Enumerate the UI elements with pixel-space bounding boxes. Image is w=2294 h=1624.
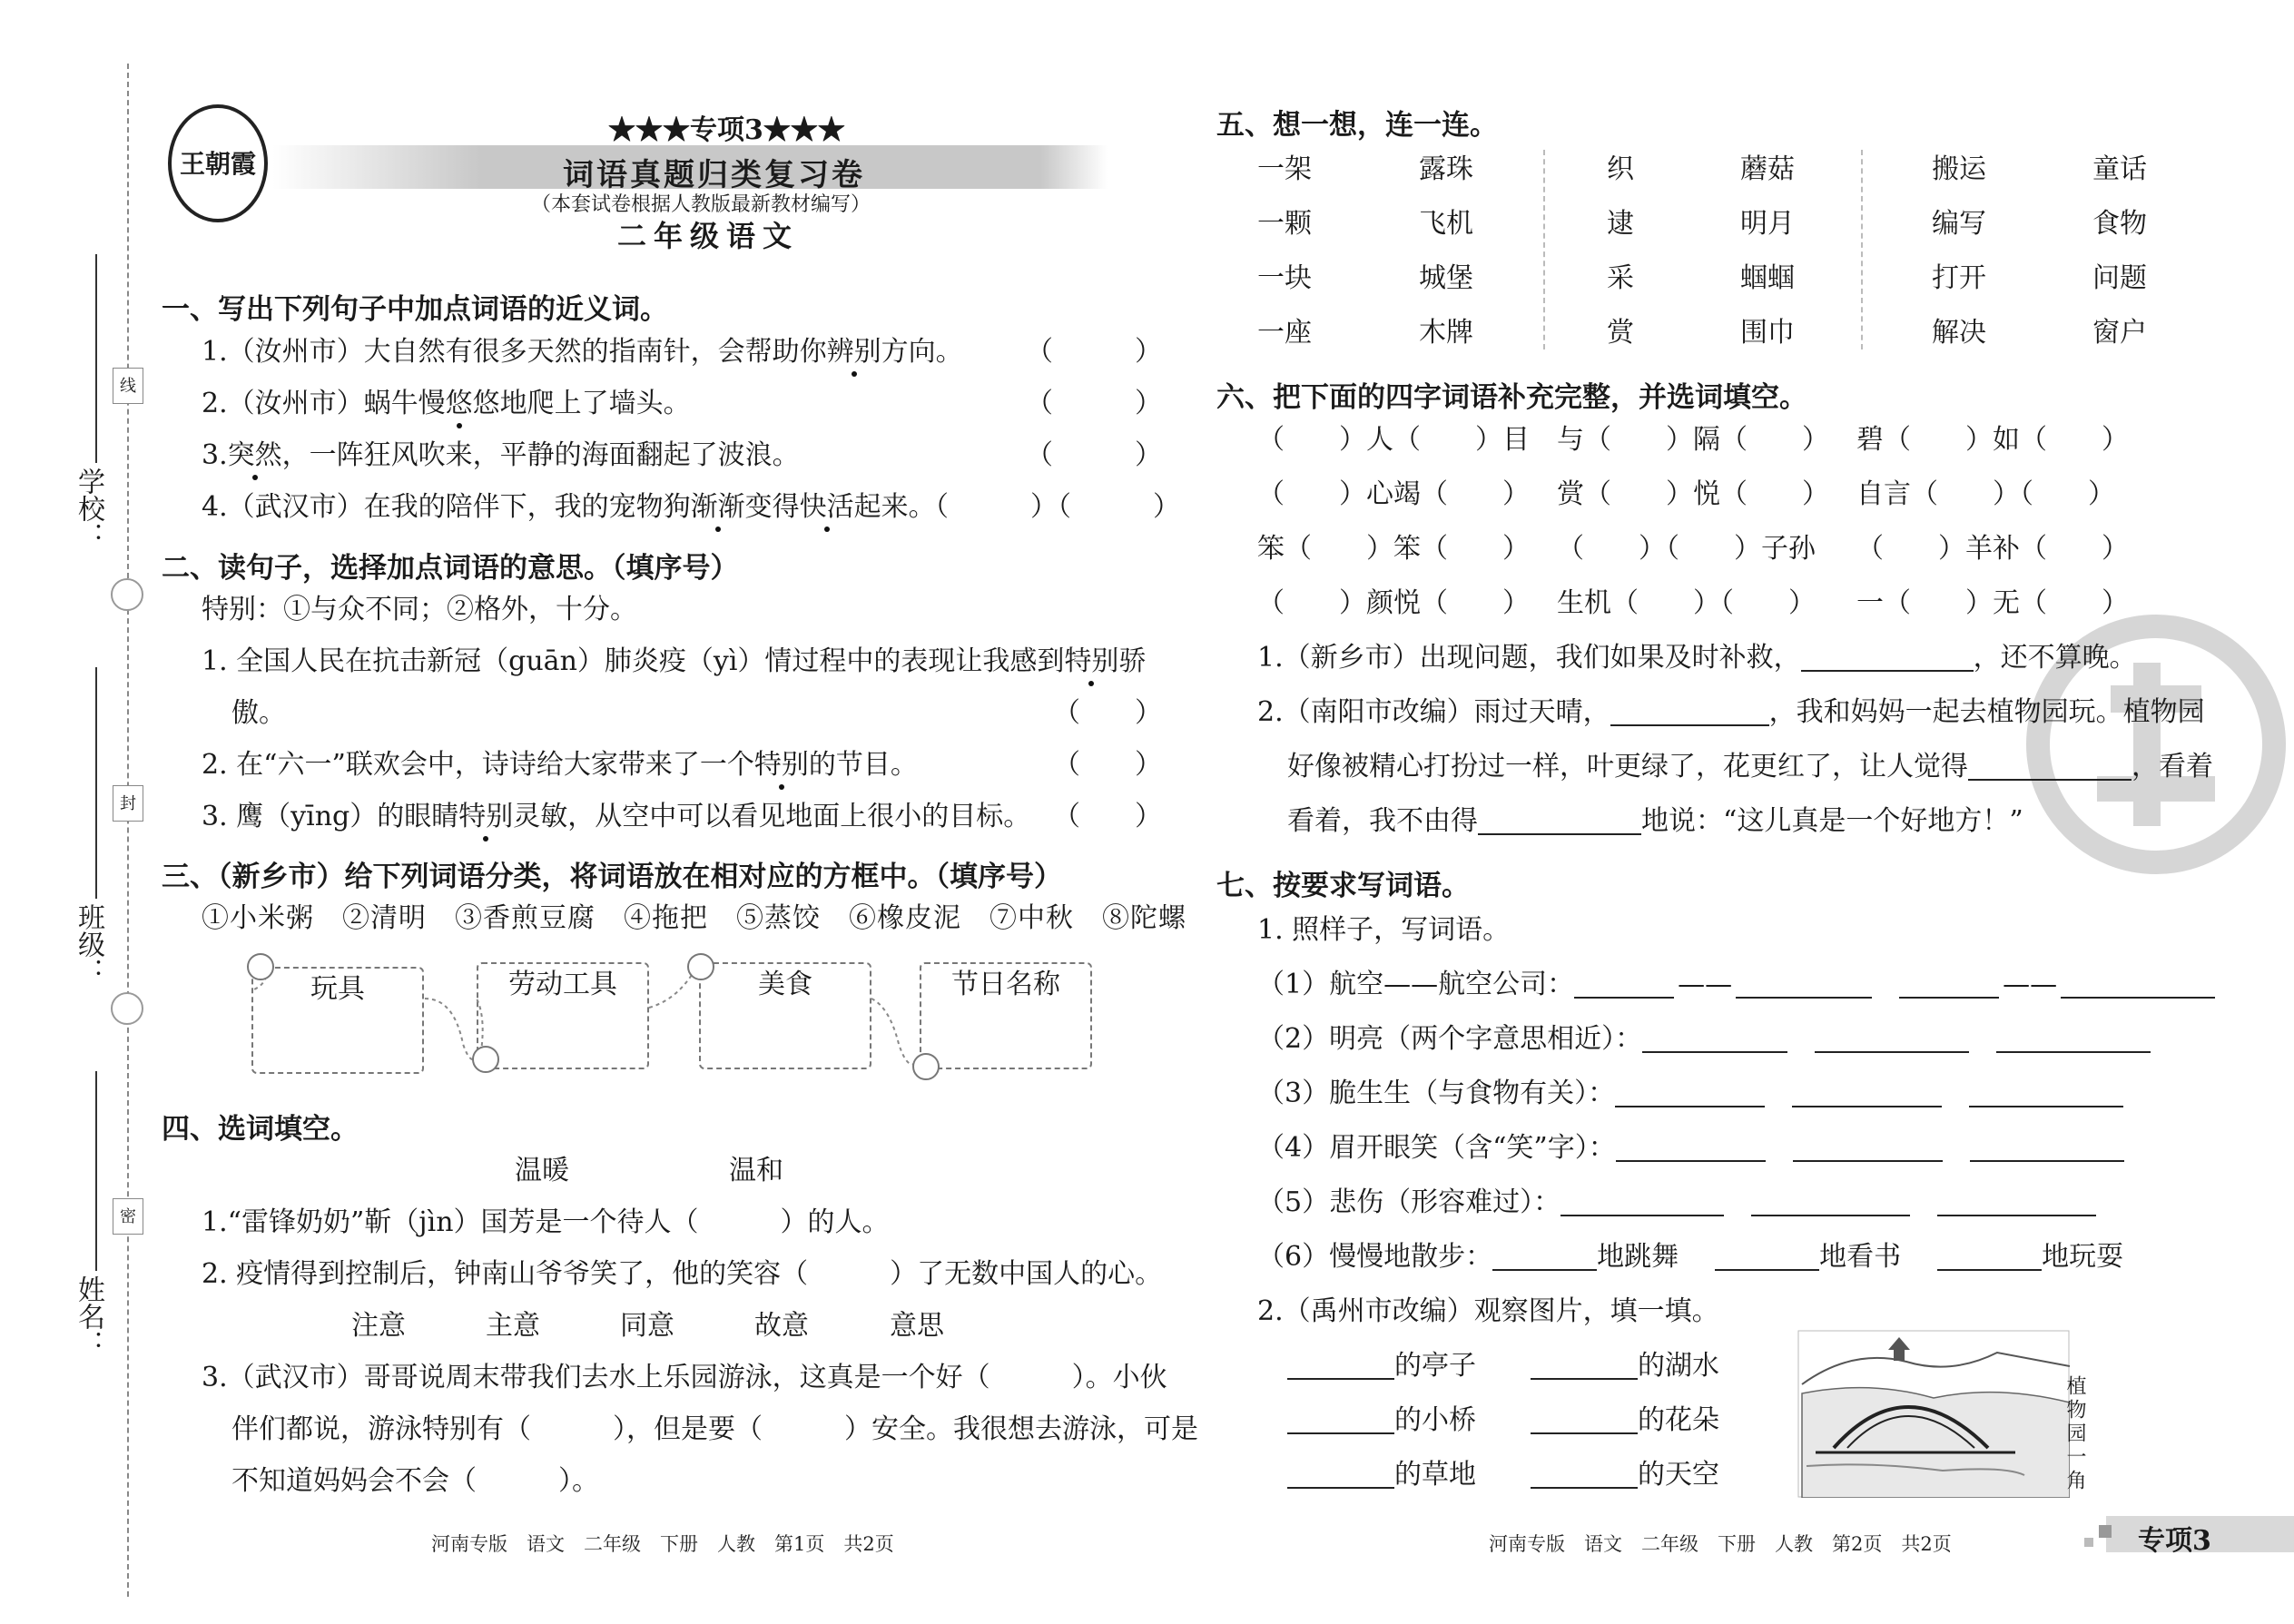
s1-question-2: 2.（汝州市）蜗牛慢悠悠地爬上了墙头。: [202, 388, 691, 419]
match-item[interactable]: 采: [1607, 262, 1634, 294]
fill-blank[interactable]: [1937, 1191, 2096, 1216]
word-choice: 注意: [351, 1310, 406, 1342]
idiom-blank[interactable]: 赏（ ）悦（ ）: [1557, 478, 1829, 510]
school-field[interactable]: [95, 254, 97, 463]
fill-blank[interactable]: [1801, 646, 1974, 672]
word-choice: 同意: [620, 1310, 674, 1342]
s3-options: ①小米粥 ②清明 ③香煎豆腐 ④拖把 ⑤蒸饺 ⑥橡皮泥 ⑦中秋 ⑧陀螺: [202, 902, 1186, 934]
describe-row: 的小桥 的花朵: [1287, 1407, 1719, 1434]
picture-caption: 植物园一角: [2063, 1375, 2086, 1493]
fill-blank[interactable]: [1615, 1082, 1765, 1107]
binding-hole-icon: [111, 992, 143, 1025]
fill-blank[interactable]: [1574, 973, 1674, 999]
bead-icon: [247, 953, 274, 980]
fill-blank[interactable]: [1815, 1028, 1969, 1053]
match-item[interactable]: 蝈蝈: [1740, 262, 1795, 294]
fill-blank[interactable]: [1531, 1463, 1638, 1489]
fill-blank[interactable]: [1792, 1082, 1942, 1107]
name-field[interactable]: [95, 1071, 97, 1271]
fill-blank[interactable]: [1287, 1354, 1394, 1380]
fill-blank[interactable]: [2061, 973, 2215, 999]
cut-mark-line: 线: [113, 368, 143, 404]
s6-question-1: 1.（新乡市）出现问题，我们如果及时补救， ，还不算晚。: [1257, 642, 2137, 674]
s2-question-1: 1. 全国人民在抗击新冠（guān）肺炎疫（yì）情过程中的表现让我感到特别骄: [202, 645, 1147, 677]
fill-blank[interactable]: [1610, 701, 1769, 726]
section3-heading: 三、（新乡市）给下列词语分类，将词语放在相对应的方框中。（填序号）: [162, 861, 1062, 893]
word-choice: 主意: [486, 1310, 540, 1342]
idiom-blank[interactable]: （ ）人（ ）目: [1257, 424, 1530, 456]
describe-row: 的亭子 的湖水: [1287, 1353, 1719, 1380]
s7-sub-1: 1. 照样子，写词语。: [1257, 914, 1511, 946]
answer-blank[interactable]: （ ）（ ）: [921, 491, 1180, 523]
s2-question-3: 3. 鹰（yīng）的眼睛特别灵敏，从空中可以看见地面上很小的目标。: [202, 801, 1031, 832]
idiom-blank[interactable]: 自言（ ）（ ）: [1856, 478, 2115, 510]
idiom-blank[interactable]: 一（ ）无（ ）: [1856, 587, 2129, 619]
match-item[interactable]: 搬运: [1932, 153, 1986, 185]
fill-blank[interactable]: [1751, 1191, 1910, 1216]
fill-blank[interactable]: [1642, 1028, 1787, 1053]
section2-heading: 二、读句子，选择加点词语的意思。（填序号）: [162, 552, 739, 585]
match-item[interactable]: 一颗: [1257, 208, 1312, 240]
fill-blank[interactable]: [1287, 1409, 1394, 1434]
grade-title: 二年级语文: [617, 219, 800, 253]
name-label: 姓名：: [73, 1275, 104, 1357]
s4-line-3: 3.（武汉市）哥哥说周末带我们去水上乐园游泳，这真是一个好（ ）。小伙: [202, 1362, 1167, 1393]
match-item[interactable]: 明月: [1740, 208, 1795, 240]
category-box-toys[interactable]: 玩具: [251, 967, 424, 1074]
idiom-blank[interactable]: 笨（ ）笨（ ）: [1257, 533, 1530, 565]
section-tab-label: 专项3: [2138, 1525, 2211, 1557]
match-item[interactable]: 城堡: [1419, 262, 1473, 294]
match-item[interactable]: 一座: [1257, 317, 1312, 349]
cut-line: [127, 64, 129, 1597]
match-item[interactable]: 一架: [1257, 153, 1312, 185]
fill-blank[interactable]: [1478, 810, 1641, 835]
match-item[interactable]: 问题: [2092, 262, 2147, 294]
word-choice: 意思: [890, 1310, 944, 1342]
category-box-food[interactable]: 美食: [699, 962, 871, 1069]
s2-definition: 特别：①与众不同；②格外，十分。: [202, 594, 637, 625]
column-divider: [1861, 150, 1863, 349]
cut-mark-seal: 封: [113, 785, 143, 822]
section6-heading: 六、把下面的四字词语补充完整，并选词填空。: [1216, 381, 1807, 414]
fill-blank[interactable]: [1616, 1137, 1766, 1162]
idiom-blank[interactable]: （ ）羊补（ ）: [1856, 533, 2129, 565]
fill-blank[interactable]: [1492, 1245, 1597, 1271]
match-item[interactable]: 一块: [1257, 262, 1312, 294]
bead-icon: [912, 1053, 940, 1080]
s6-question-2-line3: 看着，我不由得 地说：“这儿真是一个好地方！”: [1287, 805, 2023, 837]
match-item[interactable]: 蘑菇: [1740, 153, 1795, 185]
idiom-blank[interactable]: 与（ ）隔（ ）: [1557, 424, 1829, 456]
section1-heading: 一、写出下列句子中加点词语的近义词。: [162, 293, 668, 326]
match-item[interactable]: 解决: [1932, 317, 1986, 349]
idiom-blank[interactable]: 碧（ ）如（ ）: [1856, 424, 2129, 456]
answer-blank[interactable]: （ ）: [1026, 336, 1162, 368]
section5-heading: 五、想一想，连一连。: [1216, 109, 1498, 142]
s4-line-1: 1.“雷锋奶奶”靳（jìn）国芳是一个待人（ ）的人。: [202, 1206, 890, 1238]
class-field[interactable]: [95, 667, 97, 899]
fill-blank[interactable]: [1996, 1028, 2151, 1053]
answer-blank[interactable]: （ ）: [1053, 801, 1162, 832]
fill-blank[interactable]: [1968, 755, 2132, 781]
match-item[interactable]: 飞机: [1419, 208, 1473, 240]
s7-row-2: （2）明亮（两个字意思相近）：: [1257, 1026, 2151, 1053]
s1-question-3: 3.突然，一阵狂风吹来，平静的海面翻起了波浪。: [202, 439, 800, 471]
answer-blank[interactable]: （ ）: [1026, 388, 1162, 419]
s2-question-1-cont: 傲。: [231, 697, 286, 729]
s1-question-1: 1.（汝州市）大自然有很多天然的指南针，会帮助你辨别方向。: [202, 336, 963, 368]
column-divider: [1543, 150, 1545, 349]
fill-blank[interactable]: [1736, 973, 1872, 999]
word-choice: 温暖: [515, 1155, 569, 1186]
answer-blank[interactable]: （ ）: [1053, 749, 1162, 781]
publisher-logo: 王朝霞: [168, 104, 268, 222]
string-decoration: [236, 944, 1135, 1107]
word-choice: 故意: [754, 1310, 809, 1342]
s6-question-2-line2: 好像被精心打扮过一样，叶更绿了，花更红了，让人觉得 ，看着: [1287, 751, 2213, 782]
match-item[interactable]: 赏: [1607, 317, 1634, 349]
describe-row: 的草地 的天空: [1287, 1462, 1719, 1489]
fill-blank[interactable]: [1287, 1463, 1394, 1489]
fill-blank[interactable]: [1715, 1245, 1819, 1271]
s6-question-2: 2.（南阳市改编）雨过天晴， ，我和妈妈一起去植物园玩。植物园: [1257, 696, 2205, 728]
match-item[interactable]: 露珠: [1419, 153, 1473, 185]
fill-blank[interactable]: [1937, 1245, 2042, 1271]
section7-heading: 七、按要求写词语。: [1216, 870, 1470, 902]
fill-blank[interactable]: [1531, 1409, 1638, 1434]
match-item[interactable]: 食物: [2092, 208, 2147, 240]
s4-line-5: 不知道妈妈会不会（ ）。: [231, 1465, 599, 1497]
bead-icon: [472, 1046, 499, 1073]
s7-sub-2: 2.（禹州市改编）观察图片，填一填。: [1257, 1295, 1719, 1327]
s7-row-6: （6）慢慢地散步： 地跳舞 地看书 地玩耍: [1257, 1241, 2124, 1273]
fill-blank[interactable]: [1970, 1137, 2124, 1162]
match-item[interactable]: 织: [1607, 153, 1634, 185]
s1-question-4: 4.（武汉市）在我的陪伴下，我的宠物狗渐渐变得快活起来。: [202, 491, 936, 523]
s2-question-2: 2. 在“六一”联欢会中，诗诗给大家带来了一个特别的节目。: [202, 749, 918, 781]
match-item[interactable]: 打开: [1932, 262, 1986, 294]
idiom-blank[interactable]: （ ）心竭（ ）: [1257, 478, 1530, 510]
page-title: 词语真题归类复习卷: [563, 157, 865, 193]
class-label: 班级：: [73, 903, 104, 985]
idiom-blank[interactable]: （ ）颜悦（ ）: [1257, 587, 1530, 619]
answer-blank[interactable]: （ ）: [1053, 697, 1162, 729]
page-subtitle: （本套试卷根据人教版最新教材编写）: [531, 193, 871, 216]
school-label: 学校：: [73, 468, 104, 549]
idiom-blank[interactable]: （ ）（ ）子孙: [1557, 533, 1816, 565]
s7-row-4: （4）眉开眼笑（含“笑”字）：: [1257, 1135, 2124, 1162]
category-box-festivals[interactable]: 节日名称: [920, 962, 1092, 1069]
match-item[interactable]: 编写: [1932, 208, 1986, 240]
match-item[interactable]: 逮: [1607, 208, 1634, 240]
fill-blank[interactable]: [1969, 1082, 2123, 1107]
match-item[interactable]: 围巾: [1740, 317, 1795, 349]
tab-square-icon: [2099, 1525, 2112, 1538]
fill-blank[interactable]: [1561, 1191, 1724, 1216]
tab-square-icon: [2084, 1538, 2093, 1547]
section4-heading: 四、选词填空。: [162, 1113, 359, 1146]
fill-blank[interactable]: [1531, 1354, 1638, 1380]
match-item[interactable]: 童话: [2092, 153, 2147, 185]
fill-blank[interactable]: [1899, 973, 1999, 999]
s7-row-5: （5）悲伤（形容难过）：: [1257, 1189, 2096, 1216]
binding-hole-icon: [111, 578, 143, 611]
category-box-tools[interactable]: 劳动工具: [477, 962, 649, 1069]
idiom-blank[interactable]: 生机（ ）（ ）: [1557, 587, 1816, 619]
footer-right: 河南专版 语文 二年级 下册 人教 第2页 共2页: [1489, 1533, 1952, 1555]
fill-blank[interactable]: [1793, 1137, 1943, 1162]
match-item[interactable]: 窗户: [2092, 317, 2147, 349]
garden-illustration: [1797, 1330, 2070, 1498]
s4-line-2: 2. 疫情得到控制后，钟南山爷爷笑了，他的笑容（ ）了无数中国人的心。: [202, 1258, 1163, 1290]
footer-left: 河南专版 语文 二年级 下册 人教 第1页 共2页: [431, 1533, 894, 1555]
answer-blank[interactable]: （ ）: [1026, 439, 1162, 471]
s7-row-3: （3）脆生生（与食物有关）：: [1257, 1080, 2123, 1107]
match-item[interactable]: 木牌: [1419, 317, 1473, 349]
word-choice: 温和: [729, 1155, 783, 1186]
bead-icon: [687, 953, 714, 980]
special-label: ★★★专项3★★★: [608, 114, 845, 146]
cut-mark-secret: 密: [113, 1198, 143, 1235]
s4-line-4: 伴们都说，游泳特别有（ ），但是要（ ）安全。我很想去游泳，可是: [231, 1413, 1198, 1445]
s7-row-1: （1）航空——航空公司： —— ——: [1257, 971, 2215, 999]
